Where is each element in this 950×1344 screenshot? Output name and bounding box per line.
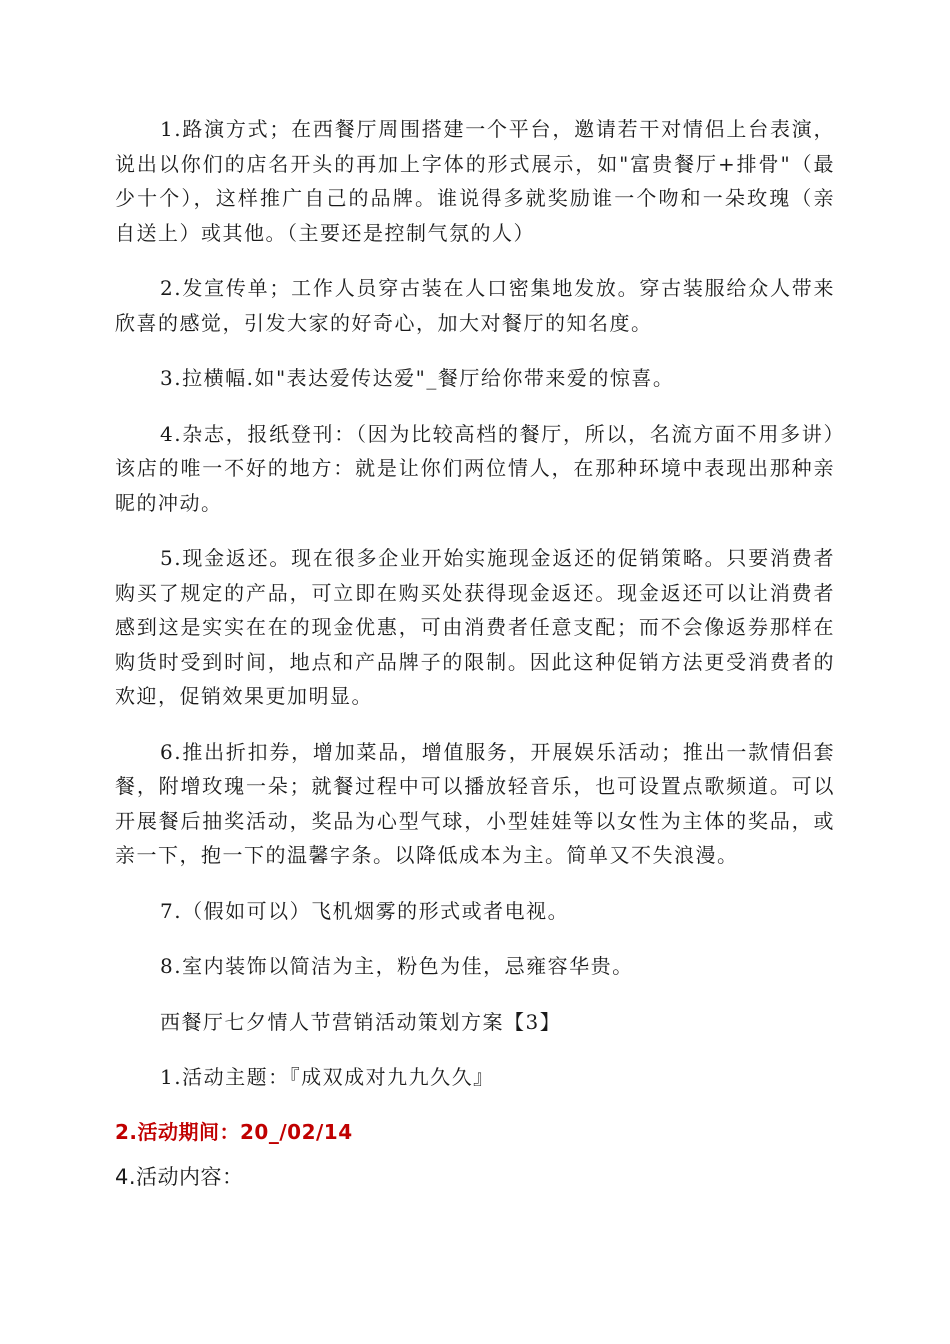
activity-period-heading: 2.活动期间：20_/02/14	[115, 1119, 353, 1144]
paragraph-flyers: 2.发宣传单；工作人员穿古装在人口密集地发放。穿古装服给众人带来欣喜的感觉，引发大家的好奇心，加大对餐厅的知名度。	[115, 276, 835, 335]
activity-content-heading: 4.活动内容：	[115, 1164, 244, 1189]
paragraph-theme: 1.活动主题：『成双成对九九久久』	[160, 1065, 495, 1089]
paragraph-airplane-smoke: 7.（假如可以）飞机烟雾的形式或者电视。	[160, 898, 570, 923]
paragraph-banner: 3.拉横幅.如"表达爱传达爱"_餐厅给你带来爱的惊喜。	[160, 366, 675, 390]
section-title: 西餐厅七夕情人节营销活动策划方案【3】	[160, 1009, 562, 1034]
document-body	[115, 112, 835, 1194]
paragraph-decoration: 8.室内装饰以简洁为主，粉色为佳，忌雍容华贵。	[160, 954, 634, 978]
paragraph-magazine: 4.杂志，报纸登刊：（因为比较高档的餐厅，所以，名流方面不用多讲）该店的唯一不好的地方：就是让你们两位情人，在那种环境中表现出那种亲昵的冲动。	[115, 421, 835, 515]
paragraph-roadshow: 1.路演方式；在西餐厅周围搭建一个平台，邀请若干对情侣上台表演，说出以你们的店名开头的再加上字体的形式展示，如"富贵餐厅+排骨"（最少十个），这样推广自己的品牌。谁说得多就奖励谁一个吻和一朵玫瑰（亲自送上）或其他。（主要还是控制气氛的人）	[115, 117, 835, 245]
paragraph-cashback: 5.现金返还。现在很多企业开始实施现金返还的促销策略。只要消费者购买了规定的产品，可立即在购买处获得现金返还。现金返还可以让消费者感到这是实实在在的现金优惠，可由消费者任意支配；而不会像返券那样在购货时受到时间，地点和产品牌子的限制。因此这种促销方法更受消费者的欢迎，促销效果更加明显。	[115, 546, 835, 708]
paragraph-coupons: 6.推出折扣券，增加菜品，增值服务，开展娱乐活动；推出一款情侣套餐，附增玫瑰一朵；就餐过程中可以播放轻音乐，也可设置点歌频道。可以开展餐后抽奖活动，奖品为心型气球，小型娃娃等以女性为主体的奖品，或亲一下，抱一下的温馨字条。以降低成本为主。简单又不失浪漫。	[115, 739, 835, 867]
